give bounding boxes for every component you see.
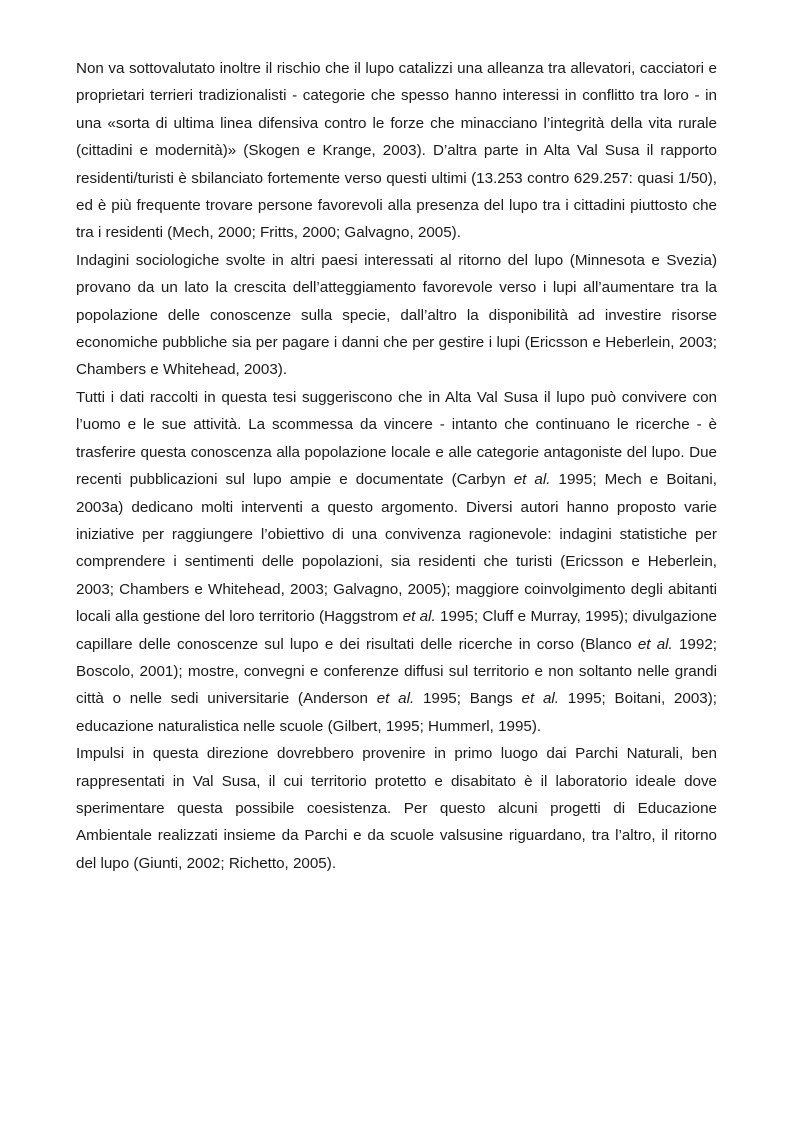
text-segment: 1992; Boscolo, 2001); mostre, convegni e conferenze diffusi sul territorio e non soltanto nelle grandi città o nelle sedi universitarie (Anderson bbox=[76, 635, 717, 708]
italic-text-segment: et al. bbox=[402, 608, 436, 626]
paragraph bbox=[76, 55, 717, 247]
italic-text-segment: et al. bbox=[521, 690, 559, 708]
text-segment: Non va sottovalutato inoltre il rischio che il lupo catalizzi una alleanza tra allevatori, cacciatori e proprietari terrieri tradizionalisti - categorie che spesso hanno interessi in conflitto tra loro - in una «sorta di ultima linea difensiva contro le forze che minacciano l’integrità della vita rurale (cittadini e modernità)» (Skogen e Krange, 2003). D’altra parte in Alta Val Susa il rapporto residenti/turisti è sbilanciato fortemente verso questi ultimi (13.253 contro 629.257: quasi 1/50), ed è più frequente trovare persone favorevoli alla presenza del lupo tra i cittadini piuttosto che tra i residenti (Mech, 2000; Fritts, 2000; Galvagno, 2005). bbox=[76, 60, 717, 242]
text-segment: 1995; Bangs bbox=[414, 690, 522, 708]
document-page bbox=[76, 55, 717, 877]
italic-text-segment: et al. bbox=[637, 635, 673, 653]
text-segment: 1995; Mech e Boitani, 2003a) dedicano molti interventi a questo argomento. Diversi autori hanno proposto varie iniziative per raggiungere l’obiettivo di una convivenza ragionevole: indagini statistiche per comprendere i sentimenti delle popolazioni, sia residenti che turisti (Ericsson e Heberlein, 2003; Chambers e Whitehead, 2003; Galvagno, 2005); maggiore coinvolgimento degli abitanti locali alla gestione del loro territorio (Haggstrom bbox=[76, 471, 717, 626]
paragraph bbox=[76, 247, 717, 384]
italic-text-segment: et al. bbox=[513, 471, 551, 489]
paragraph bbox=[76, 740, 717, 877]
text-segment: Impulsi in questa direzione dovrebbero provenire in primo luogo dai Parchi Naturali, ben rappresentati in Val Susa, il cui territorio protetto e disabitato è il laboratorio ideale dove sperimentare questa possibile coesistenza. Per questo alcuni progetti di Educazione Ambientale realizzati insieme da Parchi e da scuole valsusine riguardano, tra l’altro, il ritorno del lupo (Giunti, 2002; Richetto, 2005). bbox=[76, 745, 717, 872]
text-segment: 1995; Cluff e Murray, 1995); divulgazione capillare delle conoscenze sul lupo e dei risultati delle ricerche in corso (Blanco bbox=[76, 608, 717, 653]
text-segment: Tutti i dati raccolti in questa tesi suggeriscono che in Alta Val Susa il lupo può convivere con l’uomo e le sue attività. La scommessa da vincere - intanto che continuano le ricerche - è trasferire questa conoscenza alla popolazione locale e alle categorie antagoniste del lupo. Due recenti pubblicazioni sul lupo ampie e documentate (Carbyn bbox=[76, 388, 717, 489]
text-segment: 1995; Boitani, 2003); educazione naturalistica nelle scuole (Gilbert, 1995; Hummerl, 1995). bbox=[76, 690, 717, 735]
paragraph bbox=[76, 384, 717, 740]
text-segment: Indagini sociologiche svolte in altri paesi interessati al ritorno del lupo (Minnesota e Svezia) provano da un lato la crescita dell’atteggiamento favorevole verso i lupi all’aumentare tra la popolazione delle conoscenze sulla specie, dall’altro la disponibilità ad investire risorse economiche pubbliche sia per pagare i danni che per gestire i lupi (Ericsson e Heberlein, 2003; Chambers e Whitehead, 2003). bbox=[76, 251, 717, 379]
italic-text-segment: et al. bbox=[376, 690, 415, 708]
